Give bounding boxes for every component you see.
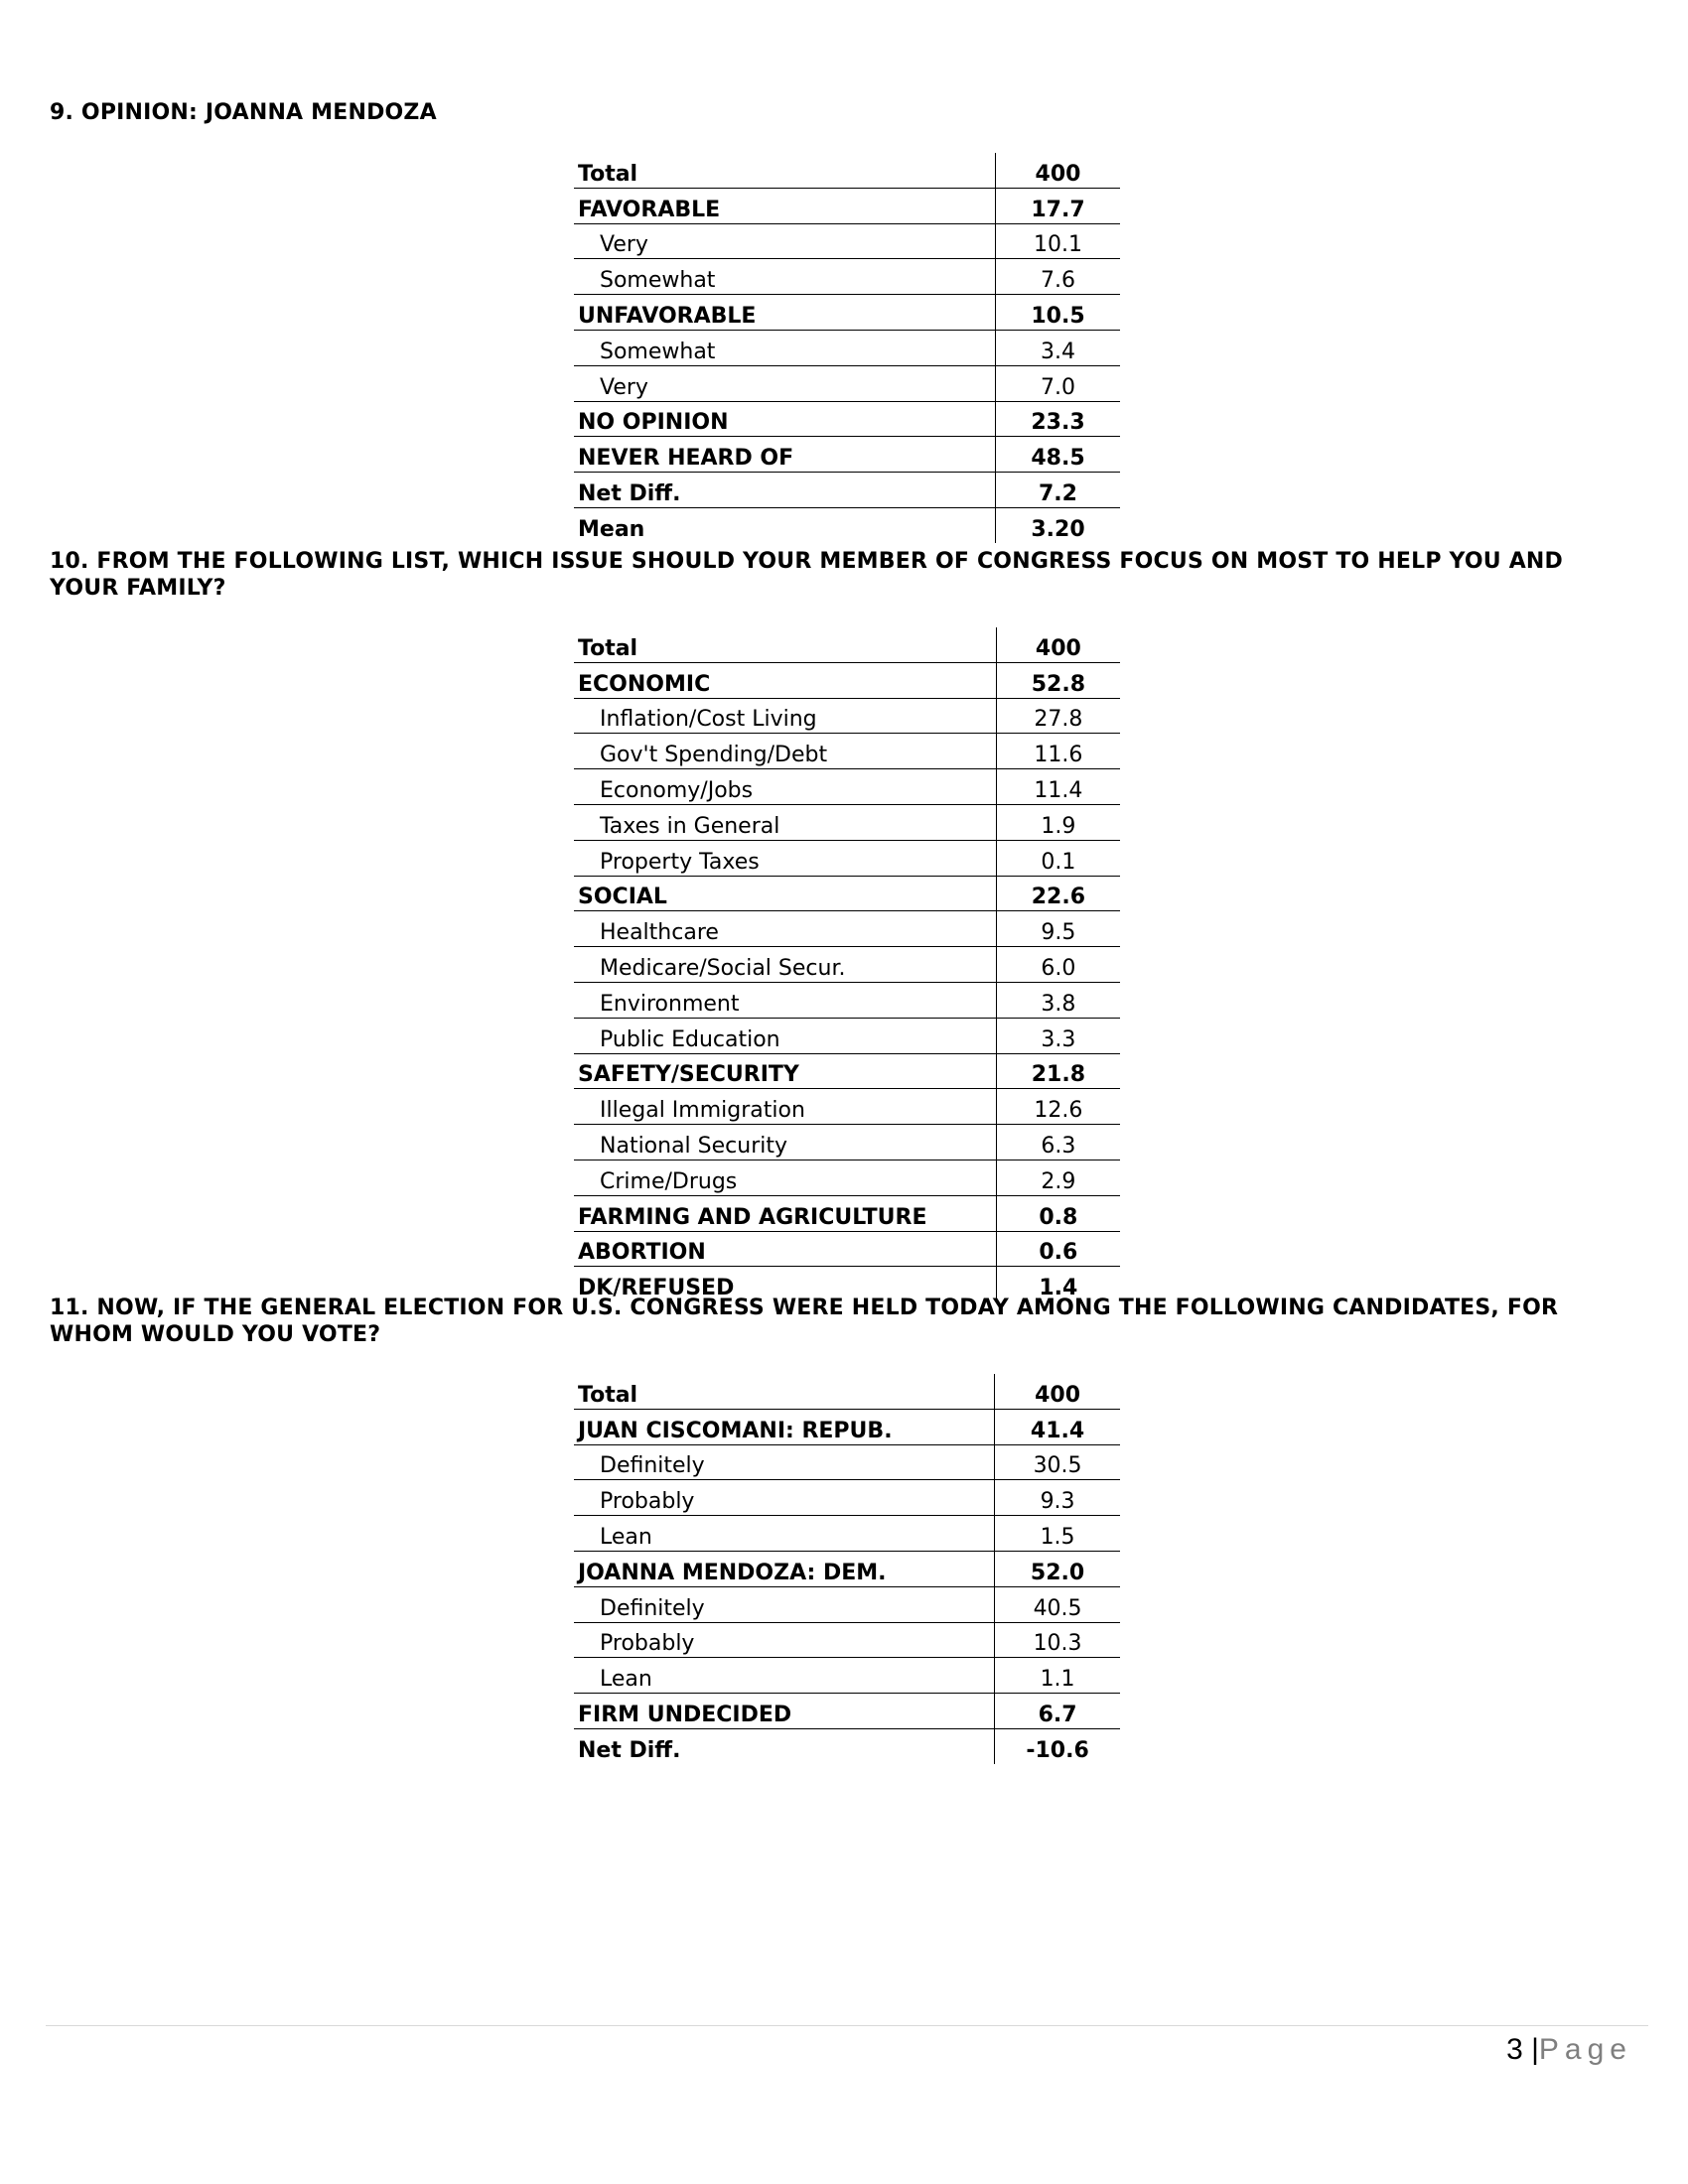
row-label: Total (574, 153, 995, 188)
table-row (574, 911, 1120, 947)
row-value: 52.8 (996, 662, 1120, 698)
table-row (574, 804, 1120, 840)
row-value: 17.7 (995, 188, 1120, 223)
table-row (574, 698, 1120, 734)
row-value: 1.5 (995, 1516, 1120, 1552)
table-row (574, 1658, 1120, 1694)
row-value: 400 (996, 627, 1120, 662)
table-row (574, 1089, 1120, 1125)
table-row (574, 507, 1120, 542)
question-9-table (574, 153, 1120, 543)
question-10-table (574, 627, 1120, 1301)
row-value: 11.6 (996, 734, 1120, 769)
row-label: Medicare/Social Secur. (574, 947, 996, 983)
table-row (574, 437, 1120, 473)
footer-divider (46, 2025, 1648, 2026)
row-value: 400 (995, 1374, 1120, 1409)
row-value: 21.8 (996, 1053, 1120, 1089)
table-row (574, 1231, 1120, 1267)
table-row (574, 947, 1120, 983)
row-value: 41.4 (995, 1409, 1120, 1444)
row-value: -10.6 (995, 1728, 1120, 1763)
row-value: 7.6 (995, 259, 1120, 295)
row-label: Public Education (574, 1018, 996, 1053)
row-value: 23.3 (995, 401, 1120, 437)
row-value: 3.20 (995, 507, 1120, 542)
row-label: Definitely (574, 1444, 995, 1480)
table-row (574, 1053, 1120, 1089)
row-label: Very (574, 223, 995, 259)
question-10-title: 10. FROM THE FOLLOWING LIST, WHICH ISSUE SHOULD YOUR MEMBER OF CONGRESS FOCUS ON MOST TO HELP YOU AND YOUR FAMILY? (50, 549, 1564, 601)
row-label: Somewhat (574, 330, 995, 365)
table-row (574, 473, 1120, 508)
page-number: 3 (1506, 2033, 1523, 2066)
row-label: Somewhat (574, 259, 995, 295)
table-row (574, 1195, 1120, 1231)
row-value: 0.6 (996, 1231, 1120, 1267)
row-label: NO OPINION (574, 401, 995, 437)
row-label: National Security (574, 1125, 996, 1160)
row-label: Lean (574, 1516, 995, 1552)
table-row (574, 188, 1120, 223)
table-row (574, 1694, 1120, 1729)
row-label: Probably (574, 1480, 995, 1516)
row-label: Probably (574, 1622, 995, 1658)
row-label: ABORTION (574, 1231, 996, 1267)
table-row (574, 1728, 1120, 1763)
row-label: Inflation/Cost Living (574, 698, 996, 734)
row-label: Illegal Immigration (574, 1089, 996, 1125)
table-row (574, 295, 1120, 331)
row-value: 10.5 (995, 295, 1120, 331)
table-row (574, 1444, 1120, 1480)
row-value: 12.6 (996, 1089, 1120, 1125)
row-value: 3.8 (996, 982, 1120, 1018)
row-value: 400 (995, 153, 1120, 188)
row-label: SOCIAL (574, 876, 996, 911)
table-row (574, 153, 1120, 188)
row-value: 6.0 (996, 947, 1120, 983)
table-row (574, 876, 1120, 911)
row-value: 22.6 (996, 876, 1120, 911)
row-value: 30.5 (995, 1444, 1120, 1480)
row-value: 0.1 (996, 840, 1120, 876)
row-value: 52.0 (995, 1551, 1120, 1586)
row-value: 48.5 (995, 437, 1120, 473)
page-footer (1506, 2033, 1632, 2067)
table-row (574, 734, 1120, 769)
table-row (574, 840, 1120, 876)
row-label: Mean (578, 516, 645, 542)
row-value: 3.3 (996, 1018, 1120, 1053)
row-label: NEVER HEARD OF (574, 437, 995, 473)
row-value: 6.7 (995, 1694, 1120, 1729)
row-label: Healthcare (574, 911, 996, 947)
row-label: Very (574, 365, 995, 401)
row-label: Property Taxes (574, 840, 996, 876)
question-9-title: 9. OPINION: JOANNA MENDOZA (50, 100, 437, 125)
row-label: Crime/Drugs (574, 1160, 996, 1195)
row-value: 1.9 (996, 804, 1120, 840)
table-row (574, 401, 1120, 437)
row-value: 0.8 (996, 1195, 1120, 1231)
table-row (574, 223, 1120, 259)
row-label: Total (574, 627, 996, 662)
page-separator: | (1531, 2033, 1539, 2066)
table-row (574, 330, 1120, 365)
table-row (574, 1409, 1120, 1444)
row-value: 2.9 (996, 1160, 1120, 1195)
row-label: Taxes in General (574, 804, 996, 840)
table-row (574, 982, 1120, 1018)
row-label: Lean (574, 1658, 995, 1694)
row-label: JOANNA MENDOZA: DEM. (574, 1551, 995, 1586)
page-label: Page (1538, 2033, 1632, 2066)
row-label: Net Diff. (574, 473, 995, 508)
row-label: UNFAVORABLE (574, 295, 995, 331)
row-value: 27.8 (996, 698, 1120, 734)
table-row (574, 1125, 1120, 1160)
row-value: 10.3 (995, 1622, 1120, 1658)
row-value: 6.3 (996, 1125, 1120, 1160)
table-row (574, 769, 1120, 805)
row-label: DK/REFUSED (578, 1276, 735, 1301)
row-value: 7.0 (995, 365, 1120, 401)
table-row (574, 365, 1120, 401)
table-row (574, 1480, 1120, 1516)
row-label: Net Diff. (578, 1737, 681, 1763)
table-row (574, 1622, 1120, 1658)
question-11-title: 11. NOW, IF THE GENERAL ELECTION FOR U.S. CONGRESS WERE HELD TODAY AMONG THE FOLLOWING CANDIDATES, FOR WHOM WOULD YOU VOTE? (50, 1296, 1559, 1347)
row-label: FIRM UNDECIDED (574, 1694, 995, 1729)
row-value: 3.4 (995, 330, 1120, 365)
row-value: 10.1 (995, 223, 1120, 259)
table-row (574, 259, 1120, 295)
row-label: Economy/Jobs (574, 769, 996, 805)
row-label: SAFETY/SECURITY (574, 1053, 996, 1089)
table-row (574, 1018, 1120, 1053)
question-11-table (574, 1374, 1120, 1764)
row-value: 1.1 (995, 1658, 1120, 1694)
table-row (574, 1160, 1120, 1195)
row-label: Environment (574, 982, 996, 1018)
row-label: Total (574, 1374, 995, 1409)
table-row (574, 1551, 1120, 1586)
row-label: JUAN CISCOMANI: REPUB. (574, 1409, 995, 1444)
row-value: 40.5 (995, 1586, 1120, 1622)
row-value: 11.4 (996, 769, 1120, 805)
row-value: 1.4 (996, 1267, 1120, 1301)
table-row (574, 627, 1120, 662)
row-label: FAVORABLE (574, 188, 995, 223)
row-value: 7.2 (995, 473, 1120, 508)
row-label: Gov't Spending/Debt (574, 734, 996, 769)
row-label: FARMING AND AGRICULTURE (574, 1195, 996, 1231)
table-row (574, 662, 1120, 698)
table-row (574, 1516, 1120, 1552)
table-row (574, 1586, 1120, 1622)
row-value: 9.3 (995, 1480, 1120, 1516)
row-value: 9.5 (996, 911, 1120, 947)
row-label: ECONOMIC (574, 662, 996, 698)
table-row (574, 1374, 1120, 1409)
row-label: Definitely (574, 1586, 995, 1622)
